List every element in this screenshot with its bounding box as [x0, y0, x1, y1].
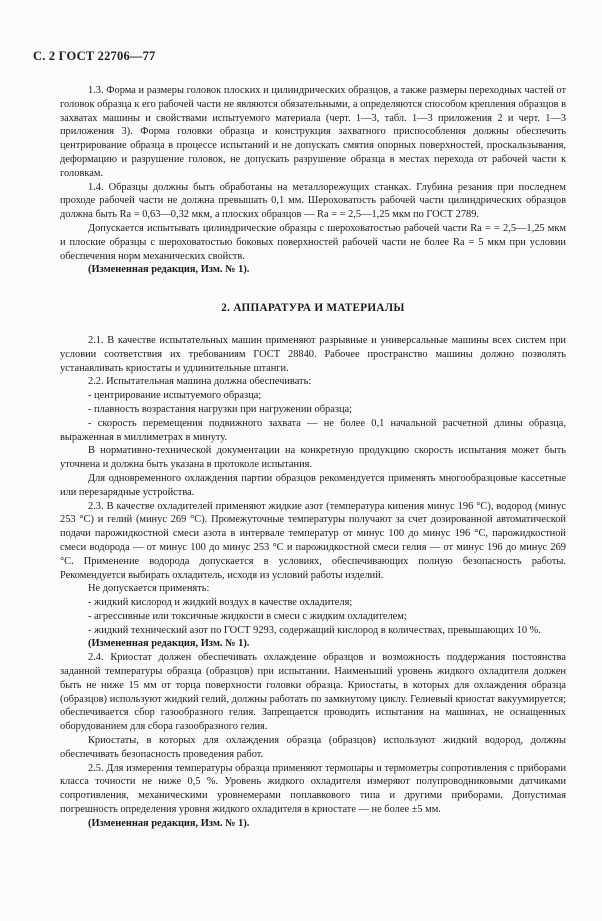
paragraph-2-2b: В нормативно-технической документации на конкретную продукцию скорость испытания может быть уточнена и должна быть указана в протоколе испытания. [60, 445, 566, 471]
list-item: - скорость перемещения подвижного захвата — не более 0,1 начальной расчетной длины образца, выраженная в миллиметрах в минуту. [60, 417, 566, 443]
page-content [60, 84, 566, 831]
paragraph-1-3: 1.3. Форма и размеры головок плоских и цилиндрических образцов, а также размеры переходных частей от головок образца к его рабочей части не являются обязательными, а определяются способом крепления образцов в захватах машины и свойствами испытуемого материала (черт. 1—3, табл. 1—3 приложения 2 и черт. 1—3 приложения 3). Форма головки образца и конструкция захватного приспособления должны обеспечить центрирование образца в процессе испытаний и не допускать смятия опорных поверхностей, проскальзывания, деформацию и разрушение головок, не допускать разрушение образца в местах перехода от рабочей части к головкам. [60, 85, 566, 179]
edition-note: (Измененная редакция, Изм. № 1). [88, 817, 250, 829]
list-item: - центрирование испытуемого образца; [88, 390, 262, 402]
edition-note: (Измененная редакция, Изм. № 1). [88, 638, 250, 650]
list-item: - жидкий кислород и жидкий воздух в качестве охладителя; [88, 597, 353, 609]
paragraph-2-4: 2.4. Криостат должен обеспечивать охлаждение образцов и возможность поддержания постоянства заданной температуры образца (образцов) при испытании. Наименьший уровень жидкого охладителя должен быть не ниже 15 мм от торца поверхности головки образца. Криостаты, в которых для охлаждения образца (образцов) используют жидкий гелий, должны работать по замкнутому циклу. Гелиевый криостат вакуумируется; обеспечивается сбор газообразного гелия. Запрещается проводить испытания на машинах, не оснащенных оборудованием для сбора газообразного гелия. [60, 652, 566, 733]
paragraph-1-4b: Допускается испытывать цилиндрические образцы с шероховатостью рабочей части Ra = = 2,5—1,25 мкм и плоские образцы с шероховатостью боковых поверхностей рабочей части не более Ra = 5 мкм при условии обеспечения норм механических свойств. [60, 222, 566, 262]
section-title: 2. АППАРАТУРА И МАТЕРИАЛЫ [221, 302, 405, 315]
list-item: - плавность возрастания нагрузки при нагружении образца; [88, 403, 353, 415]
list-item: - жидкий технический азот по ГОСТ 9293, содержащий кислород в количествах, превышающих 10 %. [88, 624, 541, 636]
paragraph-2-3: 2.3. В качестве охладителей применяют жидкие азот (температура кипения минус 196 °С), водород (минус 253 °С) и гелий (минус 269 °С). Промежуточные температуры получают за счет дозированной автоматической подачи парожидкостной смеси азота в интервале температур от минус 100 до минус 196 °С, парожидкостной смеси водорода — от минус 100 до минус 253 °С и парожидкостной смеси гелия — от минус 196 до минус 269 °С. Применение водорода допускается в условиях, обеспечивающих полную безопасность работы. Рекомендуется выбирать охладитель, исходя из условий работы изделий. [60, 500, 566, 581]
list-item: - агрессивные или токсичные жидкости в смеси с жидким охладителем; [88, 610, 407, 622]
page-header: С. 2 ГОСТ 22706—77 [33, 49, 156, 63]
paragraph-2-5: 2.5. Для измерения температуры образца применяют термопары и термометры сопротивления с приборами класса точности не ниже 0,5 %. Уровень жидкого охладителя измеряют полупроводниковыми датчиками сопротивления, механическими уровнемерами поплавкового типа и другими приборами. Допустимая погрешность определения уровня жидкого охладителя в криостате — не более ±5 мм. [60, 762, 566, 816]
paragraph-2-2c: Для одновременного охлаждения партии образцов рекомендуется применять многообразцовые кассетные или перезарядные устройства. [60, 472, 566, 498]
paragraph-2-1: 2.1. В качестве испытательных машин применяют разрывные и универсальные машины всех систем при условии соответствия их требованиям ГОСТ 28840. Рабочее пространство машины должно позволять устанавливать криостаты и удлинительные штанги. [60, 334, 566, 374]
paragraph-2-4b: Криостаты, в которых для охлаждения образца (образцов) используют жидкий водород, должны обеспечивать безопасность проведения работ. [60, 735, 566, 760]
edition-note: (Измененная редакция, Изм. № 1). [88, 264, 250, 276]
paragraph-1-4: 1.4. Образцы должны быть обработаны на металлорежущих станках. Глубина резания при последнем проходе рабочей части не должна превышать 0,1 мм. Шероховатость рабочей части цилиндрических образцов должна быть Ra = 0,63—0,32 мкм, а плоских образцов — Ra = = 2,5—1,25 мкм по ГОСТ 2789. [60, 181, 566, 221]
paragraph-2-2: 2.2. Испытательная машина должна обеспечивать: [88, 376, 312, 388]
paragraph-2-3-not: Не допускается применять: [88, 583, 210, 595]
